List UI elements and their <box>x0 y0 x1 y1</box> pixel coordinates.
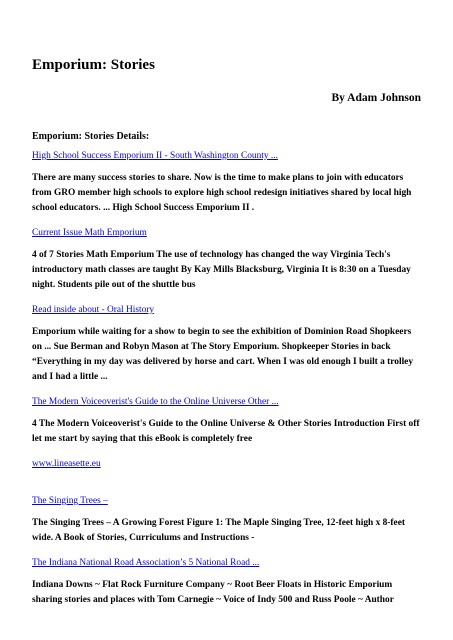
entry-description: The Singing Trees – A Growing Forest Figure 1: The Maple Singing Tree, 12-feet high x 8-feet wide. A Book of Stories, Curriculums and Instructions - <box>32 518 405 543</box>
entry-5 <box>32 458 421 470</box>
entry-link[interactable]: High School Success Emporium II - South Washington County ... <box>32 151 278 161</box>
entry-link[interactable]: www.lineasette.eu <box>32 459 101 469</box>
entry-description: Emporium while waiting for a show to begin to see the exhibition of Dominion Road Shopkeers on ... Sue Berman and Robyn Mason at The Story Emporium. Shopkeeper Stories in back “Everything in my day was delivered by horse and cart. When I was old enough I built a trolley and I had a little ... <box>32 327 414 382</box>
entry-6 <box>32 495 421 546</box>
entry-description: Indiana Downs ~ Flat Rock Furniture Company ~ Root Beer Floats in Historic Emporium sharing stories and places with Tom Carnegie ~ Voice of Indy 500 and Russ Poole ~ Author <box>32 580 394 605</box>
entry-link[interactable]: The Indiana National Road Association’s 5 National Road ... <box>32 558 260 568</box>
entry-link[interactable]: The Singing Trees – <box>32 496 108 506</box>
entry-3 <box>32 304 421 385</box>
details-heading: Emporium: Stories Details: <box>32 131 150 142</box>
entry-7 <box>32 557 421 608</box>
entry-2 <box>32 227 421 293</box>
document-title: Emporium: Stories <box>32 57 155 73</box>
entry-link[interactable]: Current Issue Math Emporium <box>32 228 147 238</box>
entry-description: 4 The Modern Voiceoverist's Guide to the Online Universe & Other Stories Introduction First off let me start by saying that this eBook is completely free <box>32 419 420 444</box>
entry-link[interactable]: Read inside about - Oral History <box>32 305 155 315</box>
entry-link[interactable]: The Modern Voiceoverist's Guide to the Online Universe Other ... <box>32 397 279 407</box>
entry-description: There are many success stories to share. Now is the time to make plans to join with educators from GRO member high schools to explore high school redesign initiatives shared by local high school educators. ... High School Success Emporium II . <box>32 173 412 213</box>
entry-description: 4 of 7 Stories Math Emporium The use of technology has changed the way Virginia Tech's introductory math classes are taught By Kay Mills Blacksburg, Virginia It is 8:30 on a Tuesday night. Students pile out of the shuttle bus <box>32 250 411 290</box>
entry-4 <box>32 396 421 447</box>
author-byline: By Adam Johnson <box>331 92 421 104</box>
spacer <box>32 470 421 484</box>
entry-1 <box>32 150 421 216</box>
